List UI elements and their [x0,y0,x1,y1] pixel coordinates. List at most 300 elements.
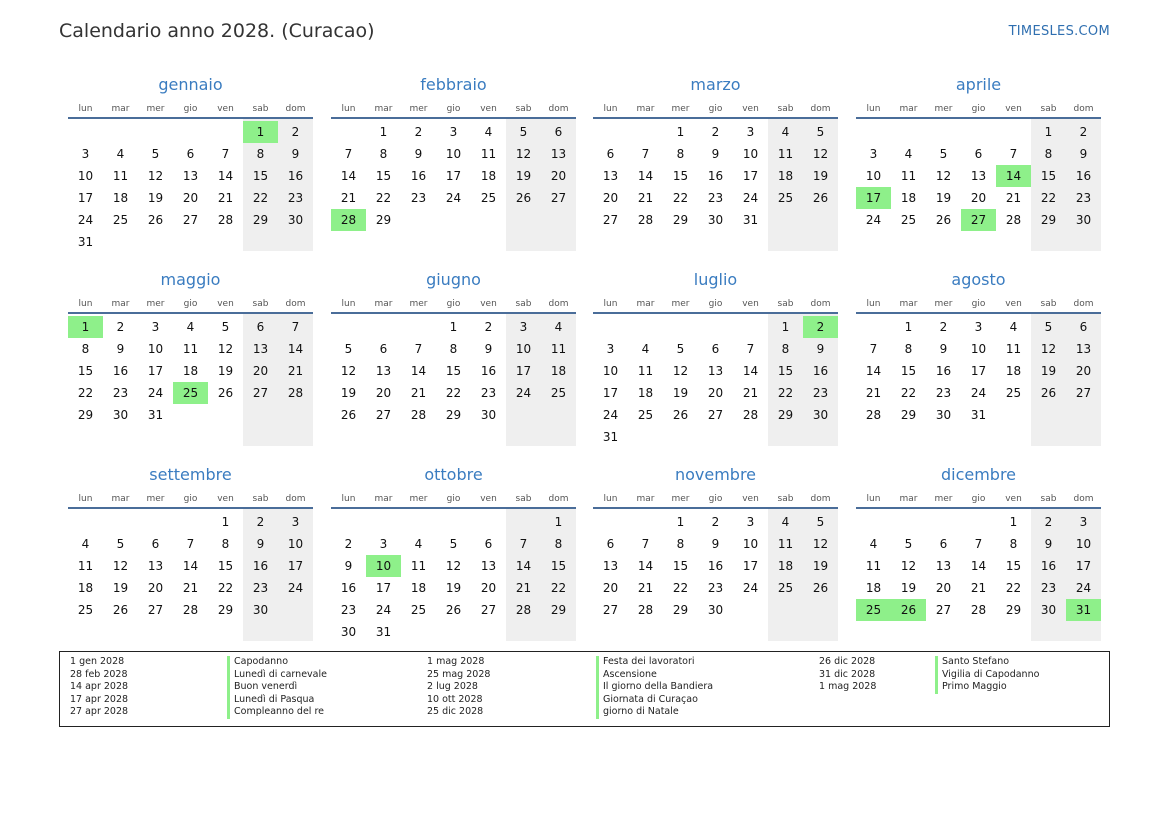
month-title: febbraio [420,75,487,94]
day-cell: 5 [904,537,913,551]
day-cell: 1 [554,515,563,529]
day-cell: 28 [637,603,654,617]
weekday-header: lun [866,104,881,114]
weekday-header: ven [1005,494,1022,504]
day-cell: 9 [1079,147,1088,161]
header-rule [68,507,313,509]
day-cell: 22 [77,386,94,400]
holiday-day-cell: 28 [331,209,366,231]
day-cell: 29 [900,408,917,422]
day-cell: 25 [1005,386,1022,400]
day-cell: 26 [112,603,129,617]
weekday-header: sab [515,104,532,114]
brand-link[interactable]: TIMESLES.COM [1008,24,1110,39]
day-cell: 27 [707,408,724,422]
weekday-header: gio [446,104,461,114]
weekday-header: gio [971,104,986,114]
day-cell: 14 [637,169,654,183]
weekday-header: lun [866,494,881,504]
day-cell: 19 [900,581,917,595]
day-cell: 28 [287,386,304,400]
day-cell: 15 [217,559,234,573]
weekday-header: lun [341,104,356,114]
day-cell: 20 [602,581,619,595]
day-cell: 21 [637,581,654,595]
day-cell: 16 [707,169,724,183]
day-cell: 30 [112,408,129,422]
day-cell: 18 [777,169,794,183]
weekday-header: dom [810,104,831,114]
day-cell: 13 [1075,342,1092,356]
day-cell: 10 [865,169,882,183]
day-cell: 4 [116,147,125,161]
day-cell: 1 [1009,515,1018,529]
legend-date: 2 lug 2028 [427,681,478,693]
day-cell: 28 [1005,213,1022,227]
weekday-header: mer [671,104,690,114]
day-cell: 10 [602,364,619,378]
day-cell: 16 [287,169,304,183]
legend-holiday-name: Vigilia di Capodanno [935,669,1039,682]
day-cell: 13 [480,559,497,573]
day-cell: 30 [480,408,497,422]
weekday-header: sab [252,494,269,504]
weekday-header: mar [374,299,393,309]
weekday-header: sab [515,299,532,309]
day-cell: 22 [445,386,462,400]
day-cell: 16 [935,364,952,378]
day-cell: 23 [707,581,724,595]
day-cell: 26 [672,408,689,422]
day-cell: 19 [812,169,829,183]
weekday-header: lun [341,494,356,504]
legend-date: 26 dic 2028 [819,656,876,667]
day-cell: 3 [1079,515,1088,529]
day-cell: 16 [1040,559,1057,573]
day-cell: 28 [410,408,427,422]
day-cell: 24 [375,603,392,617]
day-cell: 27 [550,191,567,205]
day-cell: 20 [147,581,164,595]
day-cell: 24 [742,191,759,205]
day-cell: 31 [970,408,987,422]
day-cell: 1 [781,320,790,334]
day-cell: 4 [414,537,423,551]
day-cell: 5 [676,342,685,356]
legend-holiday-name: Capodanno [227,656,327,669]
day-cell: 27 [480,603,497,617]
day-cell: 13 [602,169,619,183]
day-cell: 19 [112,581,129,595]
day-cell: 18 [410,581,427,595]
weekday-header: mar [636,494,655,504]
day-cell: 11 [550,342,567,356]
day-cell: 11 [182,342,199,356]
day-cell: 5 [344,342,353,356]
day-cell: 21 [637,191,654,205]
day-cell: 4 [484,125,493,139]
day-cell: 22 [777,386,794,400]
day-cell: 17 [445,169,462,183]
day-cell: 12 [112,559,129,573]
holiday-day-cell: 2 [803,316,838,338]
day-cell: 22 [252,191,269,205]
legend-date: 25 dic 2028 [427,706,484,718]
month-title: maggio [160,270,221,289]
day-cell: 4 [781,515,790,529]
legend-holiday-name: Il giorno della Bandiera [596,681,713,694]
weekday-header: gio [446,299,461,309]
month-title: ottobre [424,465,483,484]
day-cell: 17 [287,559,304,573]
month-title: aprile [955,75,1002,94]
day-cell: 27 [375,408,392,422]
day-cell: 2 [1044,515,1053,529]
weekday-header: ven [217,104,234,114]
day-cell: 30 [1040,603,1057,617]
day-cell: 8 [449,342,458,356]
day-cell: 8 [81,342,90,356]
day-cell: 11 [410,559,427,573]
header-rule [856,507,1101,509]
day-cell: 3 [291,515,300,529]
day-cell: 21 [515,581,532,595]
day-cell: 3 [974,320,983,334]
day-cell: 22 [1040,191,1057,205]
holiday-day-cell: 26 [891,599,926,621]
day-cell: 15 [550,559,567,573]
day-cell: 12 [812,147,829,161]
weekday-header: sab [777,299,794,309]
day-cell: 14 [970,559,987,573]
day-cell: 23 [252,581,269,595]
weekday-header: ven [742,494,759,504]
day-cell: 2 [711,515,720,529]
day-cell: 18 [112,191,129,205]
day-cell: 23 [812,386,829,400]
weekday-header: mar [111,494,130,504]
day-cell: 26 [445,603,462,617]
day-cell: 29 [445,408,462,422]
day-cell: 13 [935,559,952,573]
weekday-header: lun [78,494,93,504]
day-cell: 20 [375,386,392,400]
weekday-header: mar [899,104,918,114]
day-cell: 29 [672,603,689,617]
day-cell: 8 [676,537,685,551]
day-cell: 9 [816,342,825,356]
weekday-header: mar [899,299,918,309]
holiday-day-cell: 10 [366,555,401,577]
day-cell: 17 [742,169,759,183]
day-cell: 7 [1009,147,1018,161]
day-cell: 10 [77,169,94,183]
day-cell: 19 [935,191,952,205]
day-cell: 19 [147,191,164,205]
day-cell: 9 [711,147,720,161]
day-cell: 28 [865,408,882,422]
day-cell: 21 [182,581,199,595]
day-cell: 23 [340,603,357,617]
day-cell: 18 [77,581,94,595]
weekday-header: ven [480,494,497,504]
weekday-header: sab [1040,104,1057,114]
day-cell: 11 [865,559,882,573]
day-cell: 4 [1009,320,1018,334]
day-cell: 28 [970,603,987,617]
legend-holiday-name: Buon venerdì [227,681,327,694]
month-title: marzo [690,75,741,94]
day-cell: 6 [379,342,388,356]
weekday-header: gio [183,494,198,504]
day-cell: 24 [865,213,882,227]
weekday-header: lun [866,299,881,309]
weekday-header: ven [1005,299,1022,309]
month-title: dicembre [940,465,1017,484]
day-cell: 15 [375,169,392,183]
legend-holiday-name: Lunedì di carnevale [227,669,327,682]
weekday-header: sab [777,494,794,504]
day-cell: 27 [1075,386,1092,400]
weekday-header: mer [146,494,165,504]
day-cell: 8 [904,342,913,356]
day-cell: 15 [77,364,94,378]
weekday-header: sab [1040,494,1057,504]
weekday-header: mer [934,299,953,309]
weekday-header: mar [636,299,655,309]
day-cell: 2 [939,320,948,334]
day-cell: 28 [182,603,199,617]
day-cell: 30 [1075,213,1092,227]
day-cell: 29 [672,213,689,227]
day-cell: 31 [147,408,164,422]
legend-holiday-name: Compleanno del re [227,706,327,719]
day-cell: 24 [147,386,164,400]
day-cell: 9 [116,342,125,356]
day-cell: 5 [151,147,160,161]
day-cell: 30 [252,603,269,617]
weekday-header: lun [603,299,618,309]
day-cell: 5 [816,125,825,139]
day-cell: 20 [1075,364,1092,378]
day-cell: 19 [515,169,532,183]
legend-holiday-name: Ascensione [596,669,713,682]
weekday-header: lun [603,494,618,504]
day-cell: 5 [221,320,230,334]
day-cell: 21 [970,581,987,595]
weekday-header: lun [78,299,93,309]
day-cell: 29 [77,408,94,422]
day-cell: 13 [182,169,199,183]
weekday-header: gio [708,299,723,309]
weekday-header: mer [146,104,165,114]
day-cell: 1 [1044,125,1053,139]
day-cell: 15 [252,169,269,183]
day-cell: 12 [515,147,532,161]
weekday-header: gio [971,299,986,309]
day-cell: 9 [939,342,948,356]
weekday-header: dom [285,104,306,114]
weekday-header: dom [1073,299,1094,309]
day-cell: 21 [865,386,882,400]
day-cell: 8 [554,537,563,551]
day-cell: 29 [550,603,567,617]
day-cell: 25 [112,213,129,227]
day-cell: 14 [182,559,199,573]
day-cell: 19 [812,559,829,573]
legend-holiday-name: Festa dei lavoratori [596,656,713,669]
legend-names-col-1 [227,656,327,719]
legend-names-col-2 [596,656,713,719]
day-cell: 20 [707,386,724,400]
day-cell: 16 [707,559,724,573]
legend-date: 27 apr 2028 [70,706,129,718]
day-cell: 29 [777,408,794,422]
legend-date: 1 gen 2028 [70,656,125,667]
day-cell: 18 [550,364,567,378]
day-cell: 24 [602,408,619,422]
weekday-header: ven [480,299,497,309]
day-cell: 21 [287,364,304,378]
day-cell: 9 [344,559,353,573]
day-cell: 9 [414,147,423,161]
day-cell: 14 [742,364,759,378]
day-cell: 10 [742,147,759,161]
day-cell: 29 [217,603,234,617]
day-cell: 15 [1005,559,1022,573]
day-cell: 22 [672,581,689,595]
weekday-header: mar [111,299,130,309]
header-rule [856,312,1101,314]
day-cell: 18 [480,169,497,183]
day-cell: 6 [151,537,160,551]
holiday-day-cell: 14 [996,165,1031,187]
weekday-header: dom [285,299,306,309]
weekday-header: ven [1005,104,1022,114]
day-cell: 27 [602,603,619,617]
day-cell: 17 [1075,559,1092,573]
day-cell: 24 [1075,581,1092,595]
day-cell: 30 [707,603,724,617]
day-cell: 26 [515,191,532,205]
day-cell: 2 [711,125,720,139]
day-cell: 8 [256,147,265,161]
holiday-day-cell: 1 [243,121,278,143]
day-cell: 11 [480,147,497,161]
day-cell: 6 [711,342,720,356]
page-title: Calendario anno 2028. (Curacao) [59,20,375,42]
weekday-header: dom [1073,494,1094,504]
header-rule [593,117,838,119]
day-cell: 19 [672,386,689,400]
day-cell: 21 [1005,191,1022,205]
legend-date: 10 ott 2028 [427,693,483,705]
day-cell: 14 [217,169,234,183]
day-cell: 22 [217,581,234,595]
day-cell: 12 [217,342,234,356]
day-cell: 10 [445,147,462,161]
day-cell: 13 [602,559,619,573]
day-cell: 13 [550,147,567,161]
weekday-header: mer [146,299,165,309]
holiday-day-cell: 25 [173,382,208,404]
legend-holiday-name: Giornata di Curaçao [596,694,713,707]
day-cell: 15 [672,559,689,573]
day-cell: 31 [77,235,94,249]
weekday-header: mar [374,494,393,504]
month-title: agosto [951,270,1006,289]
day-cell: 10 [147,342,164,356]
day-cell: 22 [550,581,567,595]
day-cell: 4 [186,320,195,334]
day-cell: 5 [449,537,458,551]
weekday-header: ven [217,494,234,504]
day-cell: 6 [606,147,615,161]
day-cell: 9 [1044,537,1053,551]
day-cell: 25 [410,603,427,617]
day-cell: 7 [344,147,353,161]
day-cell: 1 [676,515,685,529]
weekday-header: gio [971,494,986,504]
day-cell: 18 [777,559,794,573]
day-cell: 17 [742,559,759,573]
day-cell: 7 [221,147,230,161]
day-cell: 29 [1040,213,1057,227]
day-cell: 24 [77,213,94,227]
day-cell: 8 [1009,537,1018,551]
legend-holiday-name: Santo Stefano [935,656,1039,669]
day-cell: 17 [602,386,619,400]
day-cell: 3 [379,537,388,551]
day-cell: 2 [291,125,300,139]
day-cell: 10 [742,537,759,551]
day-cell: 5 [519,125,528,139]
day-cell: 20 [970,191,987,205]
day-cell: 3 [869,147,878,161]
day-cell: 27 [252,386,269,400]
day-cell: 1 [379,125,388,139]
day-cell: 26 [217,386,234,400]
weekday-header: dom [548,494,569,504]
weekday-header: mar [899,494,918,504]
day-cell: 1 [221,515,230,529]
day-cell: 9 [484,342,493,356]
weekday-header: dom [810,299,831,309]
weekday-header: mar [374,104,393,114]
day-cell: 7 [746,342,755,356]
holiday-day-cell: 17 [856,187,891,209]
day-cell: 12 [147,169,164,183]
day-cell: 2 [484,320,493,334]
day-cell: 12 [340,364,357,378]
weekday-header: sab [515,494,532,504]
day-cell: 28 [637,213,654,227]
holiday-day-cell: 1 [68,316,103,338]
day-cell: 16 [410,169,427,183]
day-cell: 15 [900,364,917,378]
day-cell: 26 [935,213,952,227]
day-cell: 16 [812,364,829,378]
weekday-header: sab [1040,299,1057,309]
day-cell: 11 [77,559,94,573]
day-cell: 17 [970,364,987,378]
day-cell: 16 [480,364,497,378]
day-cell: 11 [637,364,654,378]
weekday-header: mer [671,299,690,309]
legend-holiday-name: Primo Maggio [935,681,1039,694]
day-cell: 7 [414,342,423,356]
day-cell: 6 [1079,320,1088,334]
